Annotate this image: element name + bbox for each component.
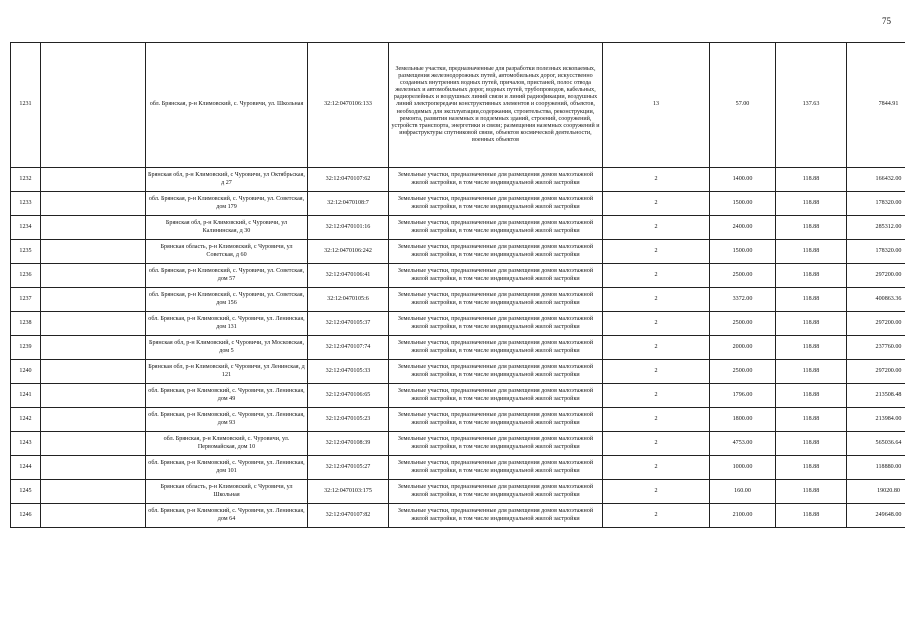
- empty-cell: [41, 216, 146, 240]
- address-cell: обл. Брянская, р-н Климовский, с. Чуровичи, ул. Советская, дом 57: [146, 264, 308, 288]
- value-cell: 118880.00: [847, 456, 905, 480]
- rate-cell: 118.88: [776, 192, 847, 216]
- cadastral-number-cell: 32:12:0470103:175: [308, 480, 389, 504]
- use-code-cell: 2: [603, 288, 710, 312]
- address-cell: обл. Брянская, р-н Климовский, с. Чуровичи, ул. Ленинская, дом 93: [146, 408, 308, 432]
- use-code-cell: 2: [603, 240, 710, 264]
- row-number-cell: 1240: [11, 360, 41, 384]
- table-row: [11, 384, 905, 408]
- area-cell: 57.00: [710, 43, 776, 168]
- cadastral-number-cell: 32:12:0470105:33: [308, 360, 389, 384]
- cadastral-number-cell: 32:12:0470105:23: [308, 408, 389, 432]
- land-use-cell: Земельные участки, предназначенные для размещения домов малоэтажной жилой застройки, в том числе индивидуальной жилой застройки: [389, 384, 603, 408]
- area-cell: 1800.00: [710, 408, 776, 432]
- empty-cell: [41, 504, 146, 528]
- area-cell: 1400.00: [710, 168, 776, 192]
- rate-cell: 118.88: [776, 408, 847, 432]
- rate-cell: 118.88: [776, 456, 847, 480]
- table-row: [11, 360, 905, 384]
- table-row: [11, 264, 905, 288]
- empty-cell: [41, 43, 146, 168]
- use-code-cell: 2: [603, 192, 710, 216]
- row-number-cell: 1237: [11, 288, 41, 312]
- rate-cell: 118.88: [776, 288, 847, 312]
- cadastral-number-cell: 32:12:0470101:16: [308, 216, 389, 240]
- land-use-cell: Земельные участки, предназначенные для размещения домов малоэтажной жилой застройки, в том числе индивидуальной жилой застройки: [389, 288, 603, 312]
- table-row: [11, 192, 905, 216]
- rate-cell: 118.88: [776, 264, 847, 288]
- area-cell: 2500.00: [710, 264, 776, 288]
- value-cell: 237760.00: [847, 336, 905, 360]
- cadastral-number-cell: 32:12:0470107:62: [308, 168, 389, 192]
- value-cell: 166432.00: [847, 168, 905, 192]
- empty-cell: [41, 192, 146, 216]
- table-row: [11, 336, 905, 360]
- row-number-cell: 1246: [11, 504, 41, 528]
- use-code-cell: 2: [603, 432, 710, 456]
- cadastral-number-cell: 32:12:0470107:74: [308, 336, 389, 360]
- table-row: [11, 216, 905, 240]
- row-number-cell: 1235: [11, 240, 41, 264]
- empty-cell: [41, 432, 146, 456]
- use-code-cell: 2: [603, 408, 710, 432]
- address-cell: обл. Брянская, р-н Климовский, с. Чуровичи, ул. Первомайская, дом 10: [146, 432, 308, 456]
- area-cell: 2000.00: [710, 336, 776, 360]
- empty-cell: [41, 240, 146, 264]
- address-cell: обл. Брянская, р-н Климовский, с. Чуровичи, ул. Ленинская, дом 101: [146, 456, 308, 480]
- row-number-cell: 1233: [11, 192, 41, 216]
- rate-cell: 118.88: [776, 216, 847, 240]
- area-cell: 2500.00: [710, 312, 776, 336]
- table-row: [11, 456, 905, 480]
- rate-cell: 118.88: [776, 504, 847, 528]
- row-number-cell: 1239: [11, 336, 41, 360]
- land-use-cell: Земельные участки, предназначенные для размещения домов малоэтажной жилой застройки, в том числе индивидуальной жилой застройки: [389, 264, 603, 288]
- rate-cell: 118.88: [776, 168, 847, 192]
- address-cell: Брянская область, р-н Климовский, с Чуровичи, ул Школьная: [146, 480, 308, 504]
- address-cell: обл. Брянская, р-н Климовский, с. Чуровичи, ул. Ленинская, дом 131: [146, 312, 308, 336]
- page-number: 75: [882, 16, 891, 26]
- area-cell: 1500.00: [710, 240, 776, 264]
- use-code-cell: 2: [603, 336, 710, 360]
- rate-cell: 118.88: [776, 384, 847, 408]
- value-cell: 213508.48: [847, 384, 905, 408]
- rate-cell: 118.88: [776, 336, 847, 360]
- row-number-cell: 1231: [11, 43, 41, 168]
- area-cell: 1500.00: [710, 192, 776, 216]
- row-number-cell: 1242: [11, 408, 41, 432]
- use-code-cell: 2: [603, 360, 710, 384]
- land-use-cell: Земельные участки, предназначенные для размещения домов малоэтажной жилой застройки, в том числе индивидуальной жилой застройки: [389, 168, 603, 192]
- use-code-cell: 2: [603, 216, 710, 240]
- area-cell: 2100.00: [710, 504, 776, 528]
- table-row: [11, 312, 905, 336]
- land-use-cell: Земельные участки, предназначенные для размещения домов малоэтажной жилой застройки, в том числе индивидуальной жилой застройки: [389, 336, 603, 360]
- table-body: [11, 43, 905, 528]
- empty-cell: [41, 456, 146, 480]
- address-cell: Брянская обл, р-н Климовский, с Чуровичи, ул Калининская, д 30: [146, 216, 308, 240]
- value-cell: 297200.00: [847, 264, 905, 288]
- area-cell: 160.00: [710, 480, 776, 504]
- row-number-cell: 1241: [11, 384, 41, 408]
- use-code-cell: 2: [603, 504, 710, 528]
- address-cell: обл. Брянская, р-н Климовский, с. Чуровичи, ул. Советская, дом 179: [146, 192, 308, 216]
- row-number-cell: 1243: [11, 432, 41, 456]
- cadastral-number-cell: 32:12:0470106:65: [308, 384, 389, 408]
- empty-cell: [41, 288, 146, 312]
- row-number-cell: 1244: [11, 456, 41, 480]
- land-use-cell: Земельные участки, предназначенные для размещения домов малоэтажной жилой застройки, в том числе индивидуальной жилой застройки: [389, 216, 603, 240]
- empty-cell: [41, 168, 146, 192]
- address-cell: Брянская обл, р-н Климовский, с Чуровичи, ул Московская, дом 5: [146, 336, 308, 360]
- land-use-cell: Земельные участки, предназначенные для размещения домов малоэтажной жилой застройки, в том числе индивидуальной жилой застройки: [389, 480, 603, 504]
- value-cell: 565036.64: [847, 432, 905, 456]
- cadastral-number-cell: 32:12:0470105:37: [308, 312, 389, 336]
- address-cell: Брянская обл, р-н Климовский, с Чуровичи, ул Ленинская, д 121: [146, 360, 308, 384]
- empty-cell: [41, 480, 146, 504]
- rate-cell: 118.88: [776, 312, 847, 336]
- use-code-cell: 2: [603, 456, 710, 480]
- address-cell: Брянская обл, р-н Климовский, с Чуровичи, ул Октябрьская, д 27: [146, 168, 308, 192]
- cadastral-number-cell: 32:12:0470106:41: [308, 264, 389, 288]
- use-code-cell: 13: [603, 43, 710, 168]
- land-use-cell: Земельные участки, предназначенные для размещения домов малоэтажной жилой застройки, в том числе индивидуальной жилой застройки: [389, 240, 603, 264]
- empty-cell: [41, 360, 146, 384]
- land-use-cell: Земельные участки, предназначенные для размещения домов малоэтажной жилой застройки, в том числе индивидуальной жилой застройки: [389, 408, 603, 432]
- value-cell: 19020.80: [847, 480, 905, 504]
- value-cell: 213984.00: [847, 408, 905, 432]
- use-code-cell: 2: [603, 384, 710, 408]
- land-use-cell: Земельные участки, предназначенные для размещения домов малоэтажной жилой застройки, в том числе индивидуальной жилой застройки: [389, 456, 603, 480]
- cadastral-number-cell: 32:12:0470108:39: [308, 432, 389, 456]
- empty-cell: [41, 312, 146, 336]
- cadastral-number-cell: 32:12:0470105:6: [308, 288, 389, 312]
- value-cell: 7844.91: [847, 43, 905, 168]
- empty-cell: [41, 384, 146, 408]
- address-cell: обл. Брянская, р-н Климовский, с. Чуровичи, ул. Школьная: [146, 43, 308, 168]
- cadastral-number-cell: 32:12:0470107:82: [308, 504, 389, 528]
- table-row: [11, 288, 905, 312]
- land-use-cell: Земельные участки, предназначенные для размещения домов малоэтажной жилой застройки, в том числе индивидуальной жилой застройки: [389, 360, 603, 384]
- table-row: [11, 480, 905, 504]
- area-cell: 2500.00: [710, 360, 776, 384]
- address-cell: обл. Брянская, р-н Климовский, с. Чуровичи, ул. Ленинская, дом 64: [146, 504, 308, 528]
- address-cell: Брянская область, р-н Климовский, с Чуровичи, ул Советская, д 60: [146, 240, 308, 264]
- address-cell: обл. Брянская, р-н Климовский, с. Чуровичи, ул. Советская, дом 156: [146, 288, 308, 312]
- value-cell: 178320.00: [847, 192, 905, 216]
- table-row: [11, 432, 905, 456]
- rate-cell: 137.63: [776, 43, 847, 168]
- empty-cell: [41, 336, 146, 360]
- rate-cell: 118.88: [776, 240, 847, 264]
- area-cell: 3372.00: [710, 288, 776, 312]
- cadastral-number-cell: 32:12:0470108:7: [308, 192, 389, 216]
- value-cell: 285312.00: [847, 216, 905, 240]
- row-number-cell: 1232: [11, 168, 41, 192]
- land-use-cell: Земельные участки, предназначенные для разработки полезных ископаемых, размещения железнодорожных путей, автомобильных дорог, искусственно созданных внутренних водных путей, причалов, пристаней, полос отвода железных и автомобильных дорог, водных путей, трубопроводов, кабельных, радиорелейных и воздушных линий связи и линий радиофикации, воздушных линий электропередачи конструктивных элементов и сооружений, объектов, необходимых для эксплуатации,содержания, строительства, реконструкции, ремонта, развития наземных и подземных зданий, строений, сооружений, устройств транспорта, энергетики и связи; размещения наземных сооружений и инфраструктуры спутниковой связи, объектов космической деятельности, военных объектов: [389, 43, 603, 168]
- table-row: [11, 504, 905, 528]
- rate-cell: 118.88: [776, 432, 847, 456]
- value-cell: 249648.00: [847, 504, 905, 528]
- row-number-cell: 1234: [11, 216, 41, 240]
- area-cell: 4753.00: [710, 432, 776, 456]
- empty-cell: [41, 408, 146, 432]
- table-row: [11, 168, 905, 192]
- value-cell: 400863.36: [847, 288, 905, 312]
- value-cell: 178320.00: [847, 240, 905, 264]
- land-use-cell: Земельные участки, предназначенные для размещения домов малоэтажной жилой застройки, в том числе индивидуальной жилой застройки: [389, 432, 603, 456]
- land-use-cell: Земельные участки, предназначенные для размещения домов малоэтажной жилой застройки, в том числе индивидуальной жилой застройки: [389, 192, 603, 216]
- area-cell: 1000.00: [710, 456, 776, 480]
- value-cell: 297200.00: [847, 360, 905, 384]
- rate-cell: 118.88: [776, 480, 847, 504]
- empty-cell: [41, 264, 146, 288]
- address-cell: обл. Брянская, р-н Климовский, с. Чуровичи, ул. Ленинская, дом 49: [146, 384, 308, 408]
- land-use-cell: Земельные участки, предназначенные для размещения домов малоэтажной жилой застройки, в том числе индивидуальной жилой застройки: [389, 504, 603, 528]
- table-row: [11, 240, 905, 264]
- land-use-cell: Земельные участки, предназначенные для размещения домов малоэтажной жилой застройки, в том числе индивидуальной жилой застройки: [389, 312, 603, 336]
- cadastral-number-cell: 32:12:0470105:27: [308, 456, 389, 480]
- use-code-cell: 2: [603, 480, 710, 504]
- value-cell: 297200.00: [847, 312, 905, 336]
- row-number-cell: 1236: [11, 264, 41, 288]
- table-row: [11, 43, 905, 168]
- area-cell: 2400.00: [710, 216, 776, 240]
- rate-cell: 118.88: [776, 360, 847, 384]
- area-cell: 1796.00: [710, 384, 776, 408]
- use-code-cell: 2: [603, 312, 710, 336]
- row-number-cell: 1245: [11, 480, 41, 504]
- land-register-table: [10, 42, 905, 528]
- cadastral-number-cell: 32:12:0470106:133: [308, 43, 389, 168]
- row-number-cell: 1238: [11, 312, 41, 336]
- table-row: [11, 408, 905, 432]
- use-code-cell: 2: [603, 264, 710, 288]
- use-code-cell: 2: [603, 168, 710, 192]
- cadastral-number-cell: 32:12:0470106:242: [308, 240, 389, 264]
